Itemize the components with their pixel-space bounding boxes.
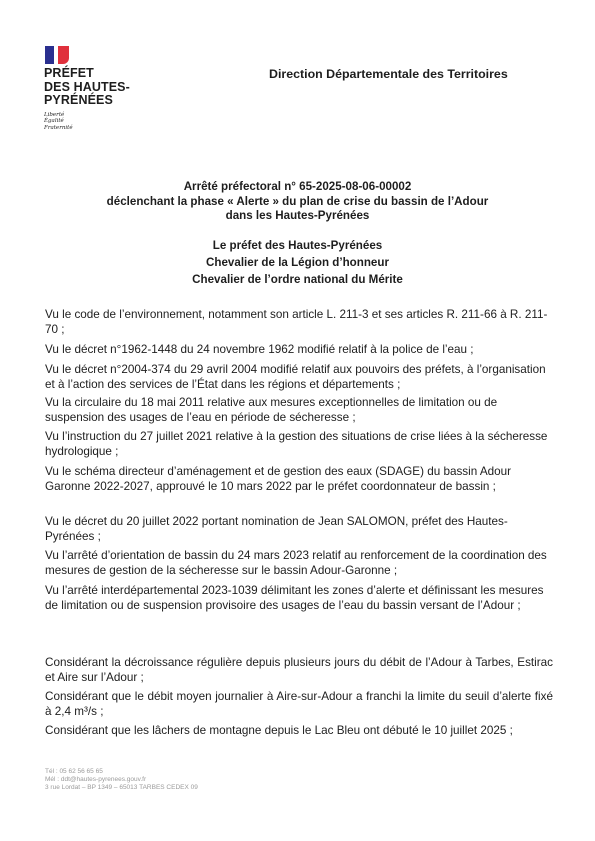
visa-paragraph: Vu le schéma directeur d’aménagement et de gestion des eaux (SDAGE) du bassin Adour Garonne 2022-2027, approuvé le 10 mars 2022 par le préfet coordonnateur de bassin ;: [45, 465, 512, 493]
authority-line: Chevalier de l’ordre national du Mérite: [192, 273, 403, 286]
logo-line: PYRÉNÉES: [44, 93, 113, 107]
marianne-flag-icon: [45, 46, 69, 64]
footer-phone: Tél : 05 62 56 65 65: [45, 768, 103, 775]
visa-paragraph: Vu le décret n°1962-1448 du 24 novembre 1962 modifié relatif à la police de l’eau ;: [45, 343, 474, 356]
visa-paragraph: Vu la circulaire du 18 mai 2011 relative aux mesures exceptionnelles de limitation ou de suspension des usages de l’eau en période de sécheresse ;: [45, 396, 498, 424]
authority-line: Le préfet des Hautes-Pyrénées: [212, 239, 383, 252]
authority-block: [0, 237, 595, 288]
logo-title: [44, 67, 144, 108]
contact-footer: [45, 768, 198, 792]
logo-line: DES HAUTES-: [44, 79, 130, 94]
motto-line: Liberté: [44, 111, 65, 118]
motto-line: Égalité: [44, 118, 64, 124]
department-name: Direction Départementale des Territoires: [269, 67, 508, 81]
visa-paragraph: Vu le décret du 20 juillet 2022 portant nomination de Jean SALOMON, préfet des Hautes-Pyrénées ;: [45, 515, 508, 543]
considerant-paragraph: Considérant que les lâchers de montagne depuis le Lac Bleu ont débuté le 10 juillet 2025 ;: [45, 724, 513, 737]
visa-paragraph: Vu le code de l’environnement, notamment son article L. 211-3 et ses articles R. 211-66 à R. 211-70 ;: [45, 308, 548, 336]
arrete-subject: déclenchant la phase « Alerte » du plan de crise du bassin de l’Adour: [106, 194, 489, 208]
considerant-paragraph: Considérant la décroissance régulière depuis plusieurs jours du débit de l’Adour à Tarbes, Estirac et Aire sur l’Adour ;: [45, 656, 553, 684]
visa-paragraph: Vu l’arrêté d’orientation de bassin du 24 mars 2023 relatif au renforcement de la coordination des mesures de gestion de la sécheresse sur le bassin Adour-Garonne ;: [45, 549, 547, 577]
visa-paragraph: Vu le décret n°2004-374 du 29 avril 2004 modifié relatif aux pouvoirs des préfets, à l’organisation et à l’action des services de l’État dans les régions et départements ;: [45, 363, 546, 391]
prefecture-logo: [44, 46, 144, 131]
arrete-scope: dans les Hautes-Pyrénées: [225, 209, 370, 222]
arrete-number: Arrêté préfectoral n° 65-2025-08-06-00002: [183, 180, 412, 193]
republic-motto: [44, 112, 144, 132]
footer-address: 3 rue Lordat – BP 1349 – 65013 TARBES CEDEX 09: [45, 784, 198, 791]
authority-line: Chevalier de la Légion d’honneur: [206, 256, 389, 269]
motto-line: Fraternité: [44, 124, 73, 131]
footer-email: Mél : ddt@hautes-pyrenees.gouv.fr: [45, 776, 147, 783]
visa-paragraph: Vu l’instruction du 27 juillet 2021 relative à la gestion des situations de crise liées à la sécheresse hydrologique ;: [45, 430, 548, 458]
visa-paragraph: Vu l’arrêté interdépartemental 2023-1039 délimitant les zones d’alerte et définissant les mesures de limitation ou de suspension provisoire des usages de l’eau du bassin versant de l’Adour ;: [45, 584, 544, 612]
considerant-paragraph: Considérant que le débit moyen journalier à Aire-sur-Adour a franchi la limite du seuil d’alerte fixé à 2,4 m³/s ;: [45, 690, 553, 718]
logo-line: PRÉFET: [44, 66, 94, 80]
arrete-title: [0, 180, 595, 224]
